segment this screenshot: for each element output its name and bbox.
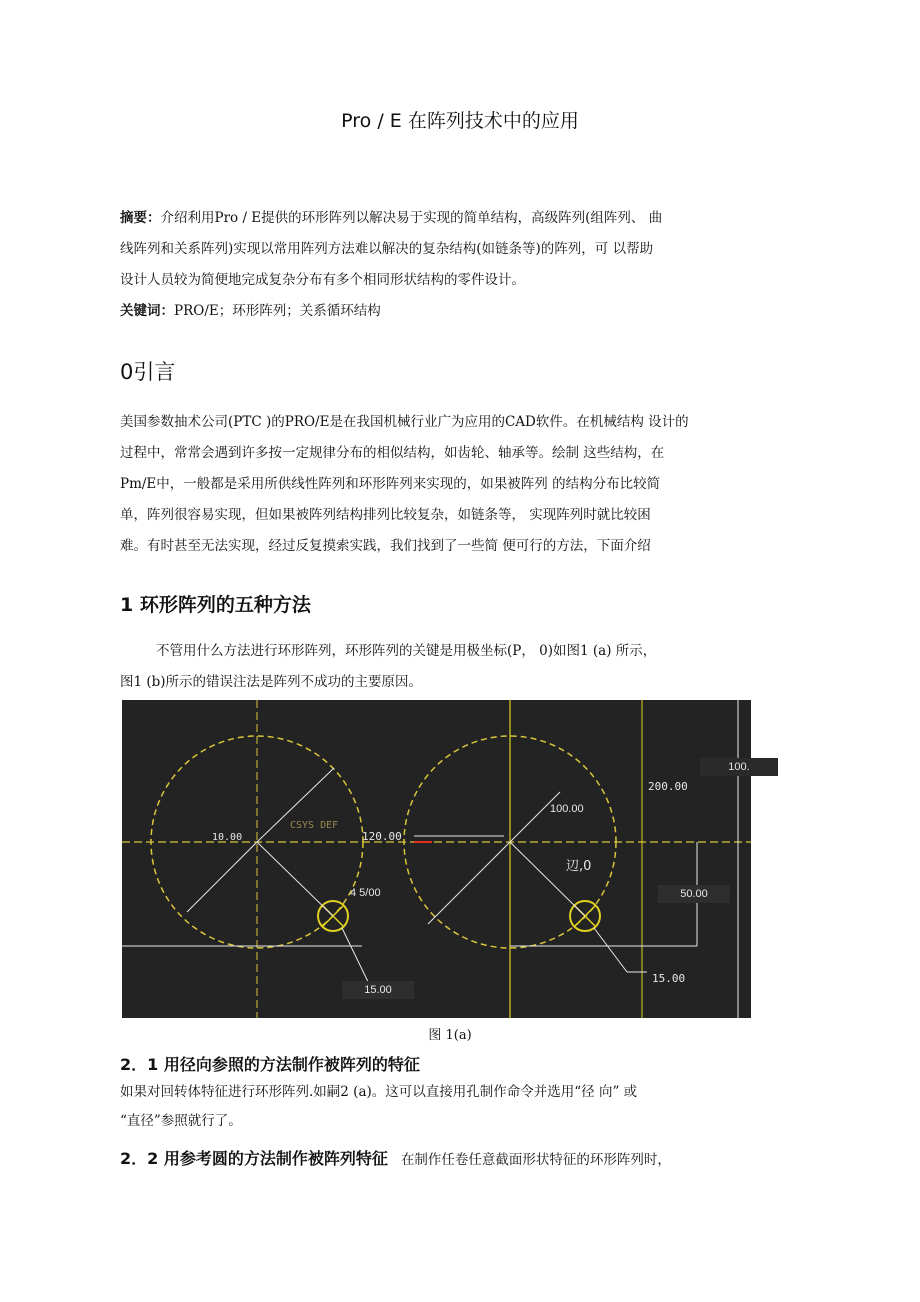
leader-15-right [594, 928, 627, 972]
angle-label: 4 5/00 [350, 887, 381, 899]
radial-line-left [257, 842, 333, 916]
figure-caption: 图 1(a) [428, 1028, 472, 1043]
intro-line: 难。有时甚至无法实现，经过反复摸索实践，我们找到了一些简 便可行的方法，下面介绍 [120, 538, 651, 554]
csys-label: CSYS DEF [290, 820, 339, 831]
section-1-line: 图1 (b)所示的错误注法是阵列不成功的主要原因。 [120, 674, 423, 690]
dim-label-200: 200.00 [648, 780, 688, 793]
dim-label-100-right: 100.00 [550, 803, 584, 815]
dim-label-100-box: 100. [700, 758, 778, 776]
dim-label-10: 10.00 [212, 832, 243, 843]
intro-line: 美国参数抽术公司(PTC )的PRO/E是在我国机械行业广为应用的CAD软件。在机械结构 设计的 [120, 414, 689, 430]
radial-line-right [510, 842, 585, 916]
section-2-2 [120, 1146, 800, 1169]
section-2-1-body [120, 1078, 770, 1136]
intro-line: 过程中，常常会遇到许多按一定规律分布的相似结构，如齿轮、轴承等。绘制 这些结构，在 [120, 445, 665, 461]
abstract-line-2: 线阵列和关系阵列)实现以常用阵列方法难以解决的复杂结构(如链条等)的阵列，可 以帮助 [120, 241, 654, 257]
keywords-label: 关键词： [120, 303, 174, 319]
intro-line: 单，阵列很容易实现，但如果被阵列结构排列比较复杂，如链条等， 实现阵列时就比较困 [120, 507, 651, 523]
section-1-heading: 1 环形阵列的五种方法 [120, 594, 311, 616]
dim-label-15-right: 15.00 [652, 972, 686, 985]
dim-label-120: 120.00 [362, 830, 402, 843]
section-2-2-text: 在制作任卷任意截面形状特征的环形阵列时， [400, 1152, 671, 1168]
figure-1a [122, 700, 751, 1018]
edge-label: 辺,0 [566, 859, 592, 874]
section-2-1-line: 如果对回转体特征进行环形阵列.如嗣2 (a)。这可以直接用孔制作命令并选用“径 向” 或 [120, 1084, 638, 1100]
abstract-line-3: 设计人员较为简便地完成复杂分布有多个相同形状结构的零件设计。 [120, 272, 525, 288]
intro-heading: 0引言 [120, 360, 176, 384]
dim-label-15-left: 15.00 [342, 981, 414, 999]
keywords-line [120, 296, 770, 327]
paper-title: Pro / E 在阵列技术中的应用 [341, 110, 579, 132]
section-1-line: 不管用什么方法进行环形阵列，环形阵列的关键是用极坐标(P， 0)如图1 (a) 所示， [156, 643, 657, 659]
abstract-label: 摘要： [120, 210, 161, 226]
intro-line: Pm/E中，一般都是采用所供线性阵列和环形阵列来实现的，如果被阵列 的结构分布比较简 [120, 476, 661, 492]
section-2-1-line: “直径”参照就行了。 [120, 1113, 242, 1129]
keywords-text: PRO/E；环形阵列；关系循环结构 [174, 303, 381, 319]
section-2-1-heading: 2．1 用径向参照的方法制作被阵列的特征 [120, 1055, 420, 1074]
cad-drawing [122, 700, 751, 1018]
radius-dim-right [510, 792, 560, 842]
abstract-line-1: 摘要：介绍利用Pro / E提供的环形阵列以解决易于实现的简单结构，高级阵列(组阵列、 曲 [120, 210, 663, 226]
abstract [120, 203, 770, 327]
dim-label-50: 50.00 [658, 885, 730, 903]
intro-body [120, 407, 770, 562]
section-1-body [120, 636, 770, 698]
section-2-2-heading: 2．2 用参考圆的方法制作被阵列特征 [120, 1149, 388, 1168]
